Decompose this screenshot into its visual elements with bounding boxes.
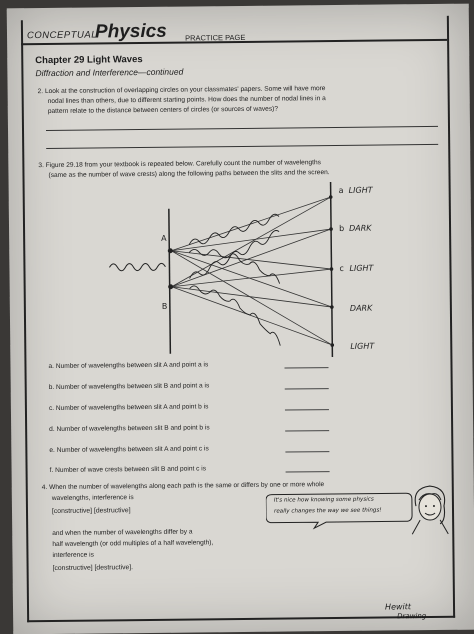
q2-line-1: 2. Look at the construction of overlapping circles on your classmates' papers. Some will have more: [37, 85, 326, 96]
q4-line-2: wavelengths, interference is: [51, 494, 134, 502]
point-a-word: LIGHT: [348, 185, 373, 195]
point-a-letter: a: [338, 185, 344, 195]
chapter-subtitle: Diffraction and Interference—continued: [35, 66, 184, 79]
point-c-letter: c: [339, 263, 344, 273]
slit-a-label: A: [161, 233, 167, 243]
question-e: e. Number of wavelengths between slit A and point c is: [49, 445, 209, 455]
q4-line-4: and when the number of wavelengths differ by a: [52, 528, 193, 537]
q2-line-3: pattern relate to the distance between centers of circles (or sources of waves)?: [47, 105, 279, 116]
signature-line-1: Hewitt: [384, 602, 412, 612]
brand-physics: Physics: [94, 20, 167, 43]
interference-figure: [39, 176, 461, 370]
question-f: f. Number of wave crests between slit B and point c is: [49, 465, 207, 475]
chapter-title: Chapter 29 Light Waves: [35, 54, 143, 67]
bubble-text-2: really changes the way we see things!: [273, 507, 382, 515]
q4-line-5: half wavelength (or odd multiples of a half wavelength),: [52, 539, 214, 548]
q4-choices-1[interactable]: [constructive] [destructive]: [51, 507, 131, 515]
signature-line-2: Drawing: [397, 612, 427, 621]
incoming-wave: [109, 263, 165, 271]
question-c: c. Number of wavelengths between slit A and point b is: [48, 403, 209, 413]
q3-line-2: (same as the number of wave crests) along the following paths between the slits and the screen.: [48, 169, 330, 180]
point-b-letter: b: [339, 223, 345, 233]
point-e-word: LIGHT: [350, 341, 375, 351]
q3-line-1: 3. Figure 29.18 from your textbook is repeated below. Carefully count the number of wavelengths: [38, 159, 321, 170]
point-d-word: DARK: [349, 303, 373, 313]
worksheet-page: [7, 4, 474, 634]
question-a: a. Number of wavelengths between slit A and point a is: [48, 361, 209, 371]
q2-line-2: nodal lines than others, due to different starting points. How does the number of nodal lines in a: [47, 95, 326, 106]
q4-line-1: 4. When the number of wavelengths along each path is the same or differs by one or more whole: [41, 481, 325, 492]
point-b-word: DARK: [349, 223, 372, 233]
brand-conceptual: CONCEPTUAL: [26, 29, 98, 42]
page-type-label: PRACTICE PAGE: [185, 32, 246, 43]
slit-b-label: B: [161, 301, 168, 311]
q4-line-6: interference is: [52, 551, 94, 559]
bubble-text-1: It's nice how knowing some physics: [273, 496, 374, 504]
barrier-line: [169, 209, 171, 354]
wave-squiggles: [189, 214, 280, 346]
cartoon-woman-drawing: [406, 480, 455, 536]
question-b: b. Number of wavelengths between slit B and point a is: [48, 382, 210, 392]
point-c-word: LIGHT: [349, 263, 374, 273]
q4-choices-2[interactable]: [constructive] [destructive].: [52, 564, 134, 572]
question-d: d. Number of wavelengths between slit B and point b is: [49, 424, 210, 434]
